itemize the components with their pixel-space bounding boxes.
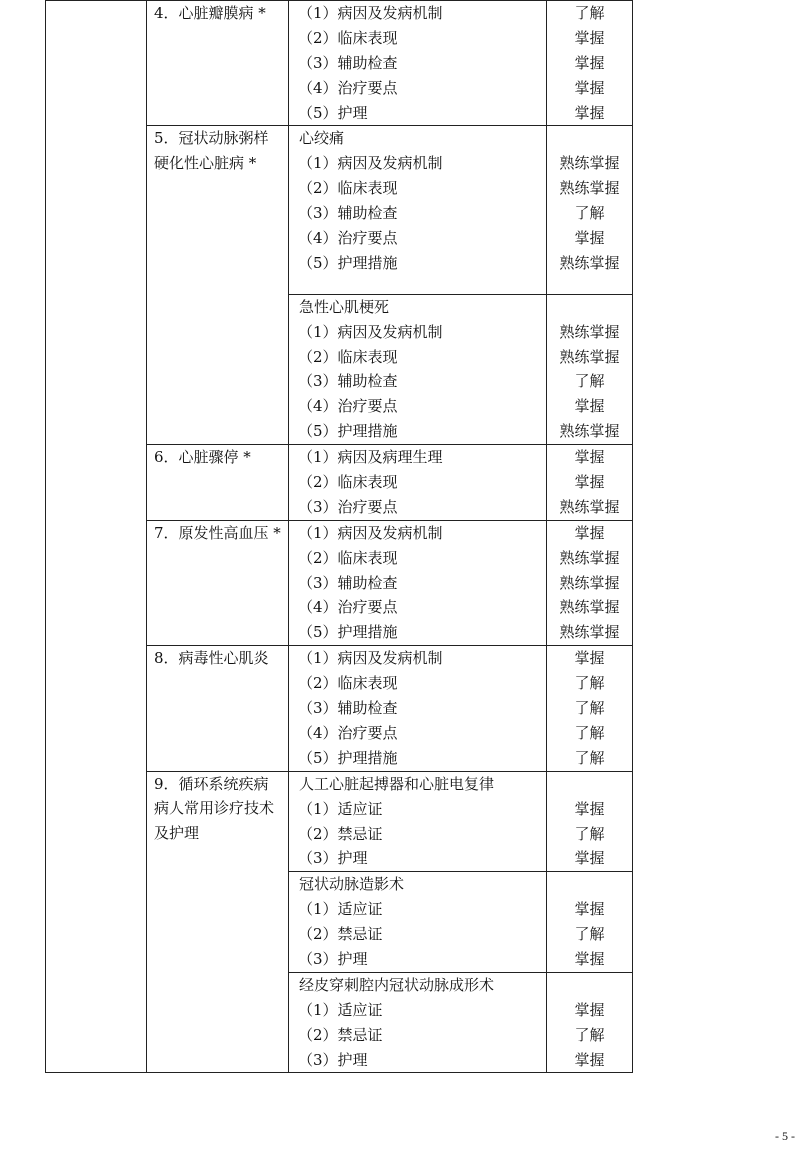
content-cell <box>289 972 547 1073</box>
requirement-level: 熟练掌握 <box>559 347 620 366</box>
section-title-cell <box>147 445 289 521</box>
requirement-level: 了解 <box>574 4 605 22</box>
section-title: 6．心脏骤停 * <box>154 448 251 467</box>
content-cell <box>289 126 547 294</box>
requirement-level: 掌握 <box>574 397 605 416</box>
list-item: （4）治疗要点 <box>298 598 398 617</box>
requirement-level: 熟练掌握 <box>559 322 620 341</box>
level-cell <box>547 520 633 645</box>
section-title-cell <box>147 126 289 445</box>
requirement-level: 掌握 <box>574 523 605 542</box>
section-title: 5．冠状动脉粥样硬化性心脏病 * <box>154 129 269 173</box>
section-title-cell <box>147 646 289 771</box>
table-row <box>46 1 633 126</box>
list-item: （5）护理措施 <box>298 623 398 642</box>
requirement-level: 掌握 <box>574 448 605 467</box>
list-item: （2）临床表现 <box>298 473 398 492</box>
list-item: （2）临床表现 <box>298 674 398 693</box>
list-item: （3）护理 <box>298 1050 368 1069</box>
requirement-level: 熟练掌握 <box>559 548 620 567</box>
block-heading: 心绞痛 <box>299 129 345 148</box>
list-item: （2）临床表现 <box>298 347 398 366</box>
requirement-level: 熟练掌握 <box>559 179 620 198</box>
list-item: （4）治疗要点 <box>298 78 398 97</box>
requirement-level: 掌握 <box>574 103 605 122</box>
list-item: （3）辅助检查 <box>298 372 398 391</box>
list-item: （1）病因及发病机制 <box>298 523 443 542</box>
requirement-level: 掌握 <box>574 53 605 72</box>
list-item: （3）护理 <box>298 849 368 868</box>
list-item: （3）辅助检查 <box>298 699 398 718</box>
section-title-cell <box>147 520 289 645</box>
requirement-level: 熟练掌握 <box>559 623 620 642</box>
requirement-level: 掌握 <box>574 229 605 248</box>
list-item: （3）辅助检查 <box>298 573 398 592</box>
requirement-level: 熟练掌握 <box>559 154 620 173</box>
list-item: （1）病因及发病机制 <box>298 649 443 668</box>
list-item: （1）病因及发病机制 <box>298 4 443 22</box>
requirement-level: 了解 <box>574 824 605 843</box>
list-item: （1）病因及病理生理 <box>298 448 443 467</box>
content-cell <box>289 771 547 872</box>
requirement-level: 熟练掌握 <box>559 598 620 617</box>
category-cell <box>46 1 147 1073</box>
list-item: （5）护理措施 <box>298 253 398 272</box>
content-cell <box>289 872 547 973</box>
requirement-level: 了解 <box>574 699 605 718</box>
list-item: （5）护理措施 <box>298 422 398 441</box>
content-cell <box>289 294 547 444</box>
section-title-cell <box>147 771 289 1073</box>
block-heading: 冠状动脉造影术 <box>299 875 405 894</box>
level-cell <box>547 1 633 126</box>
list-item: （3）治疗要点 <box>298 497 398 516</box>
section-title-cell <box>147 1 289 126</box>
list-item: （2）禁忌证 <box>298 925 383 944</box>
list-item: （4）治疗要点 <box>298 397 398 416</box>
list-item: （1）适应证 <box>298 900 383 919</box>
level-cell <box>547 646 633 771</box>
list-item: （1）适应证 <box>298 799 383 818</box>
list-item: （4）治疗要点 <box>298 229 398 248</box>
list-item: （2）禁忌证 <box>298 1025 383 1044</box>
list-item: （4）治疗要点 <box>298 723 398 742</box>
content-cell <box>289 445 547 521</box>
list-item: （3）辅助检查 <box>298 53 398 72</box>
list-item: （5）护理 <box>298 103 368 122</box>
level-cell <box>547 771 633 872</box>
content-cell <box>289 646 547 771</box>
requirement-level: 了解 <box>574 925 605 944</box>
page-number: - 5 - <box>775 1129 795 1143</box>
list-item: （2）临床表现 <box>298 548 398 567</box>
list-item: （2）临床表现 <box>298 28 398 47</box>
block-heading: 人工心脏起搏器和心脏电复律 <box>299 774 495 793</box>
level-cell <box>547 294 633 444</box>
requirement-level: 掌握 <box>574 949 605 968</box>
requirement-level: 熟练掌握 <box>559 573 620 592</box>
requirement-level: 掌握 <box>574 649 605 668</box>
requirement-level: 了解 <box>574 674 605 693</box>
requirement-level: 掌握 <box>574 1000 605 1019</box>
syllabus-table <box>45 0 633 1073</box>
level-cell <box>547 972 633 1073</box>
requirement-level: 了解 <box>574 1025 605 1044</box>
requirement-level: 了解 <box>574 748 605 767</box>
requirement-level: 了解 <box>574 372 605 391</box>
requirement-level: 掌握 <box>574 900 605 919</box>
block-heading: 急性心肌梗死 <box>299 297 390 316</box>
list-item: （2）临床表现 <box>298 179 398 198</box>
list-item: （5）护理措施 <box>298 748 398 767</box>
section-title: 4．心脏瓣膜病 * <box>154 4 266 22</box>
requirement-level: 了解 <box>574 204 605 223</box>
block-heading: 经皮穿刺腔内冠状动脉成形术 <box>299 975 495 994</box>
section-title: 9．循环系统疾病病人常用诊疗技术及护理 <box>154 774 275 843</box>
level-cell <box>547 445 633 521</box>
requirement-level: 熟练掌握 <box>559 253 620 272</box>
requirement-level: 熟练掌握 <box>559 497 620 516</box>
content-cell <box>289 520 547 645</box>
list-item: （1）适应证 <box>298 1000 383 1019</box>
requirement-level: 掌握 <box>574 28 605 47</box>
requirement-level: 掌握 <box>574 799 605 818</box>
section-title: 7．原发性高血压 * <box>154 523 281 542</box>
list-item: （3）护理 <box>298 949 368 968</box>
requirement-level: 掌握 <box>574 849 605 868</box>
list-item: （1）病因及发病机制 <box>298 322 443 341</box>
level-cell <box>547 872 633 973</box>
level-cell <box>547 126 633 294</box>
requirement-level: 了解 <box>574 723 605 742</box>
list-item: （3）辅助检查 <box>298 204 398 223</box>
requirement-level: 掌握 <box>574 78 605 97</box>
list-item: （1）病因及发病机制 <box>298 154 443 173</box>
list-item: （2）禁忌证 <box>298 824 383 843</box>
section-title: 8．病毒性心肌炎 <box>154 649 269 668</box>
requirement-level: 掌握 <box>574 1050 605 1069</box>
requirement-level: 掌握 <box>574 473 605 492</box>
content-cell <box>289 1 547 126</box>
requirement-level: 熟练掌握 <box>559 422 620 441</box>
